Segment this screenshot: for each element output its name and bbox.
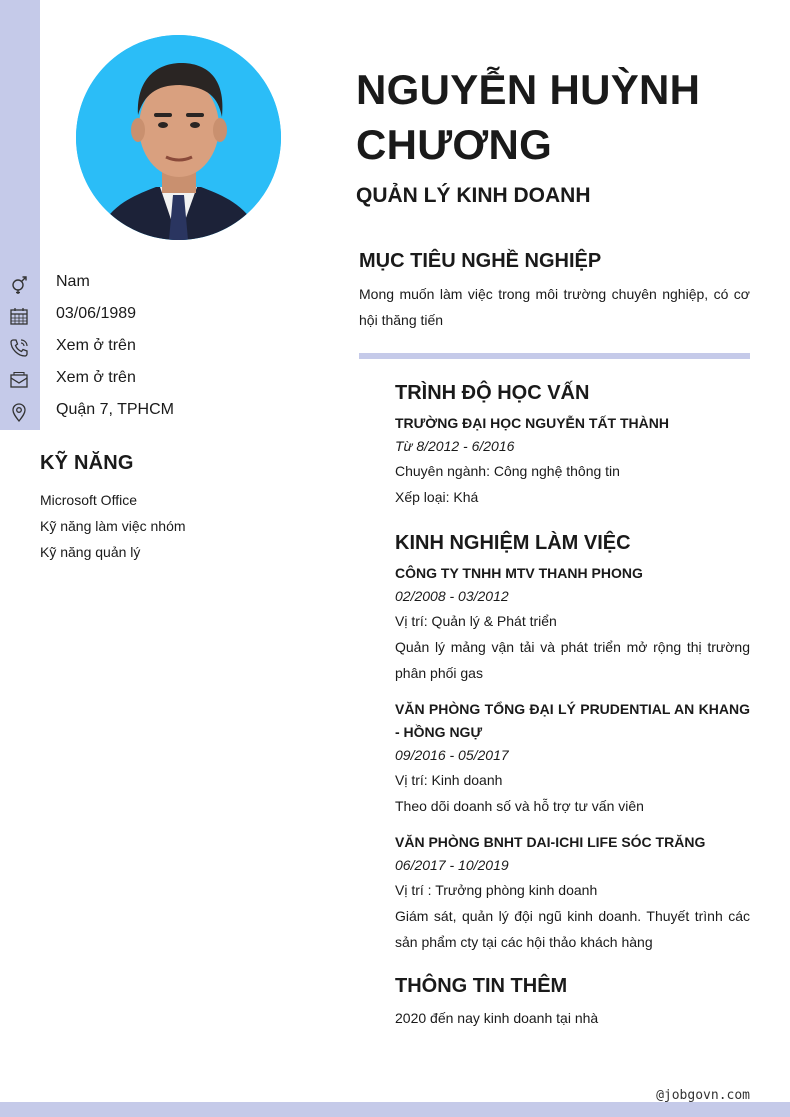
skills-heading: KỸ NĂNG bbox=[40, 452, 134, 474]
contact-birthdate-value: 03/06/1989 bbox=[56, 305, 137, 322]
education-section bbox=[395, 380, 750, 510]
phone-icon bbox=[8, 337, 30, 359]
experience-section bbox=[395, 530, 750, 955]
contact-gender bbox=[0, 266, 330, 298]
objective-heading: MỤC TIÊU NGHỀ NGHIỆP bbox=[359, 250, 602, 272]
contact-list bbox=[0, 266, 330, 426]
gender-icon bbox=[8, 273, 30, 295]
skill-item: Microsoft Office bbox=[40, 492, 137, 508]
education-school: TRƯỜNG ĐẠI HỌC NGUYỄN TẤT THÀNH bbox=[395, 415, 669, 431]
site-watermark: @jobgovn.com bbox=[656, 1088, 750, 1103]
additional-info-heading: THÔNG TIN THÊM bbox=[395, 975, 568, 997]
education-major: Chuyên ngành: Công nghệ thông tin bbox=[395, 463, 620, 479]
contact-birthdate bbox=[0, 298, 330, 330]
education-period: Từ 8/2012 - 6/2016 bbox=[395, 438, 515, 454]
job-description: Quản lý mảng vận tải và phát triển mở rộng thị trường phân phối gas bbox=[395, 639, 750, 681]
job-position: Vị trí : Trưởng phòng kinh doanh bbox=[395, 882, 598, 898]
experience-job bbox=[395, 562, 750, 686]
experience-heading: KINH NGHIỆM LÀM VIỆC bbox=[395, 532, 631, 554]
contact-email bbox=[0, 362, 330, 394]
skills-section bbox=[40, 452, 330, 565]
section-divider bbox=[359, 353, 750, 359]
education-heading: TRÌNH ĐỘ HỌC VẤN bbox=[395, 382, 590, 404]
contact-email-value: Xem ở trên bbox=[56, 369, 136, 386]
contact-address bbox=[0, 394, 330, 426]
additional-info-section bbox=[395, 973, 750, 1031]
job-period: 09/2016 - 05/2017 bbox=[395, 747, 509, 763]
job-description: Giám sát, quản lý đội ngũ kinh doanh. Thuyết trình các sản phẩm cty tại các hội thảo khách hàng bbox=[395, 908, 750, 950]
experience-job bbox=[395, 831, 750, 955]
objective-section bbox=[359, 250, 750, 333]
contact-gender-value: Nam bbox=[56, 273, 90, 290]
job-company: CÔNG TY TNHH MTV THANH PHONG bbox=[395, 565, 643, 581]
job-company: VĂN PHÒNG TỔNG ĐẠI LÝ PRUDENTIAL AN KHANG - HỒNG NGỰ bbox=[395, 701, 750, 740]
job-period: 06/2017 - 10/2019 bbox=[395, 857, 509, 873]
contact-phone bbox=[0, 330, 330, 362]
profile-photo bbox=[76, 35, 281, 240]
candidate-title: QUẢN LÝ KINH DOANH bbox=[356, 184, 591, 207]
footer-accent-band bbox=[0, 1102, 790, 1117]
job-description: Theo dõi doanh số và hỗ trợ tư vấn viên bbox=[395, 798, 644, 814]
skill-item: Kỹ năng làm việc nhóm bbox=[40, 518, 186, 534]
job-position: Vị trí: Quản lý & Phát triển bbox=[395, 613, 557, 629]
skill-item: Kỹ năng quản lý bbox=[40, 544, 141, 560]
education-grade: Xếp loại: Khá bbox=[395, 489, 479, 505]
job-period: 02/2008 - 03/2012 bbox=[395, 588, 509, 604]
contact-address-value: Quận 7, TPHCM bbox=[56, 401, 174, 418]
email-icon bbox=[8, 369, 30, 391]
job-company: VĂN PHÒNG BNHT DAI-ICHI LIFE SÓC TRĂNG bbox=[395, 834, 706, 850]
additional-info-text: 2020 đến nay kinh doanh tại nhà bbox=[395, 1010, 599, 1026]
contact-phone-value: Xem ở trên bbox=[56, 337, 136, 354]
calendar-icon bbox=[8, 305, 30, 327]
main-column bbox=[395, 380, 750, 1031]
objective-text: Mong muốn làm việc trong môi trường chuyên nghiệp, có cơ hội thăng tiến bbox=[359, 286, 750, 328]
experience-job bbox=[395, 698, 750, 819]
portrait-illustration bbox=[76, 35, 281, 240]
candidate-name: NGUYỄN HUỲNH CHƯƠNG bbox=[356, 66, 701, 168]
job-position: Vị trí: Kinh doanh bbox=[395, 772, 503, 788]
location-icon bbox=[8, 401, 30, 423]
